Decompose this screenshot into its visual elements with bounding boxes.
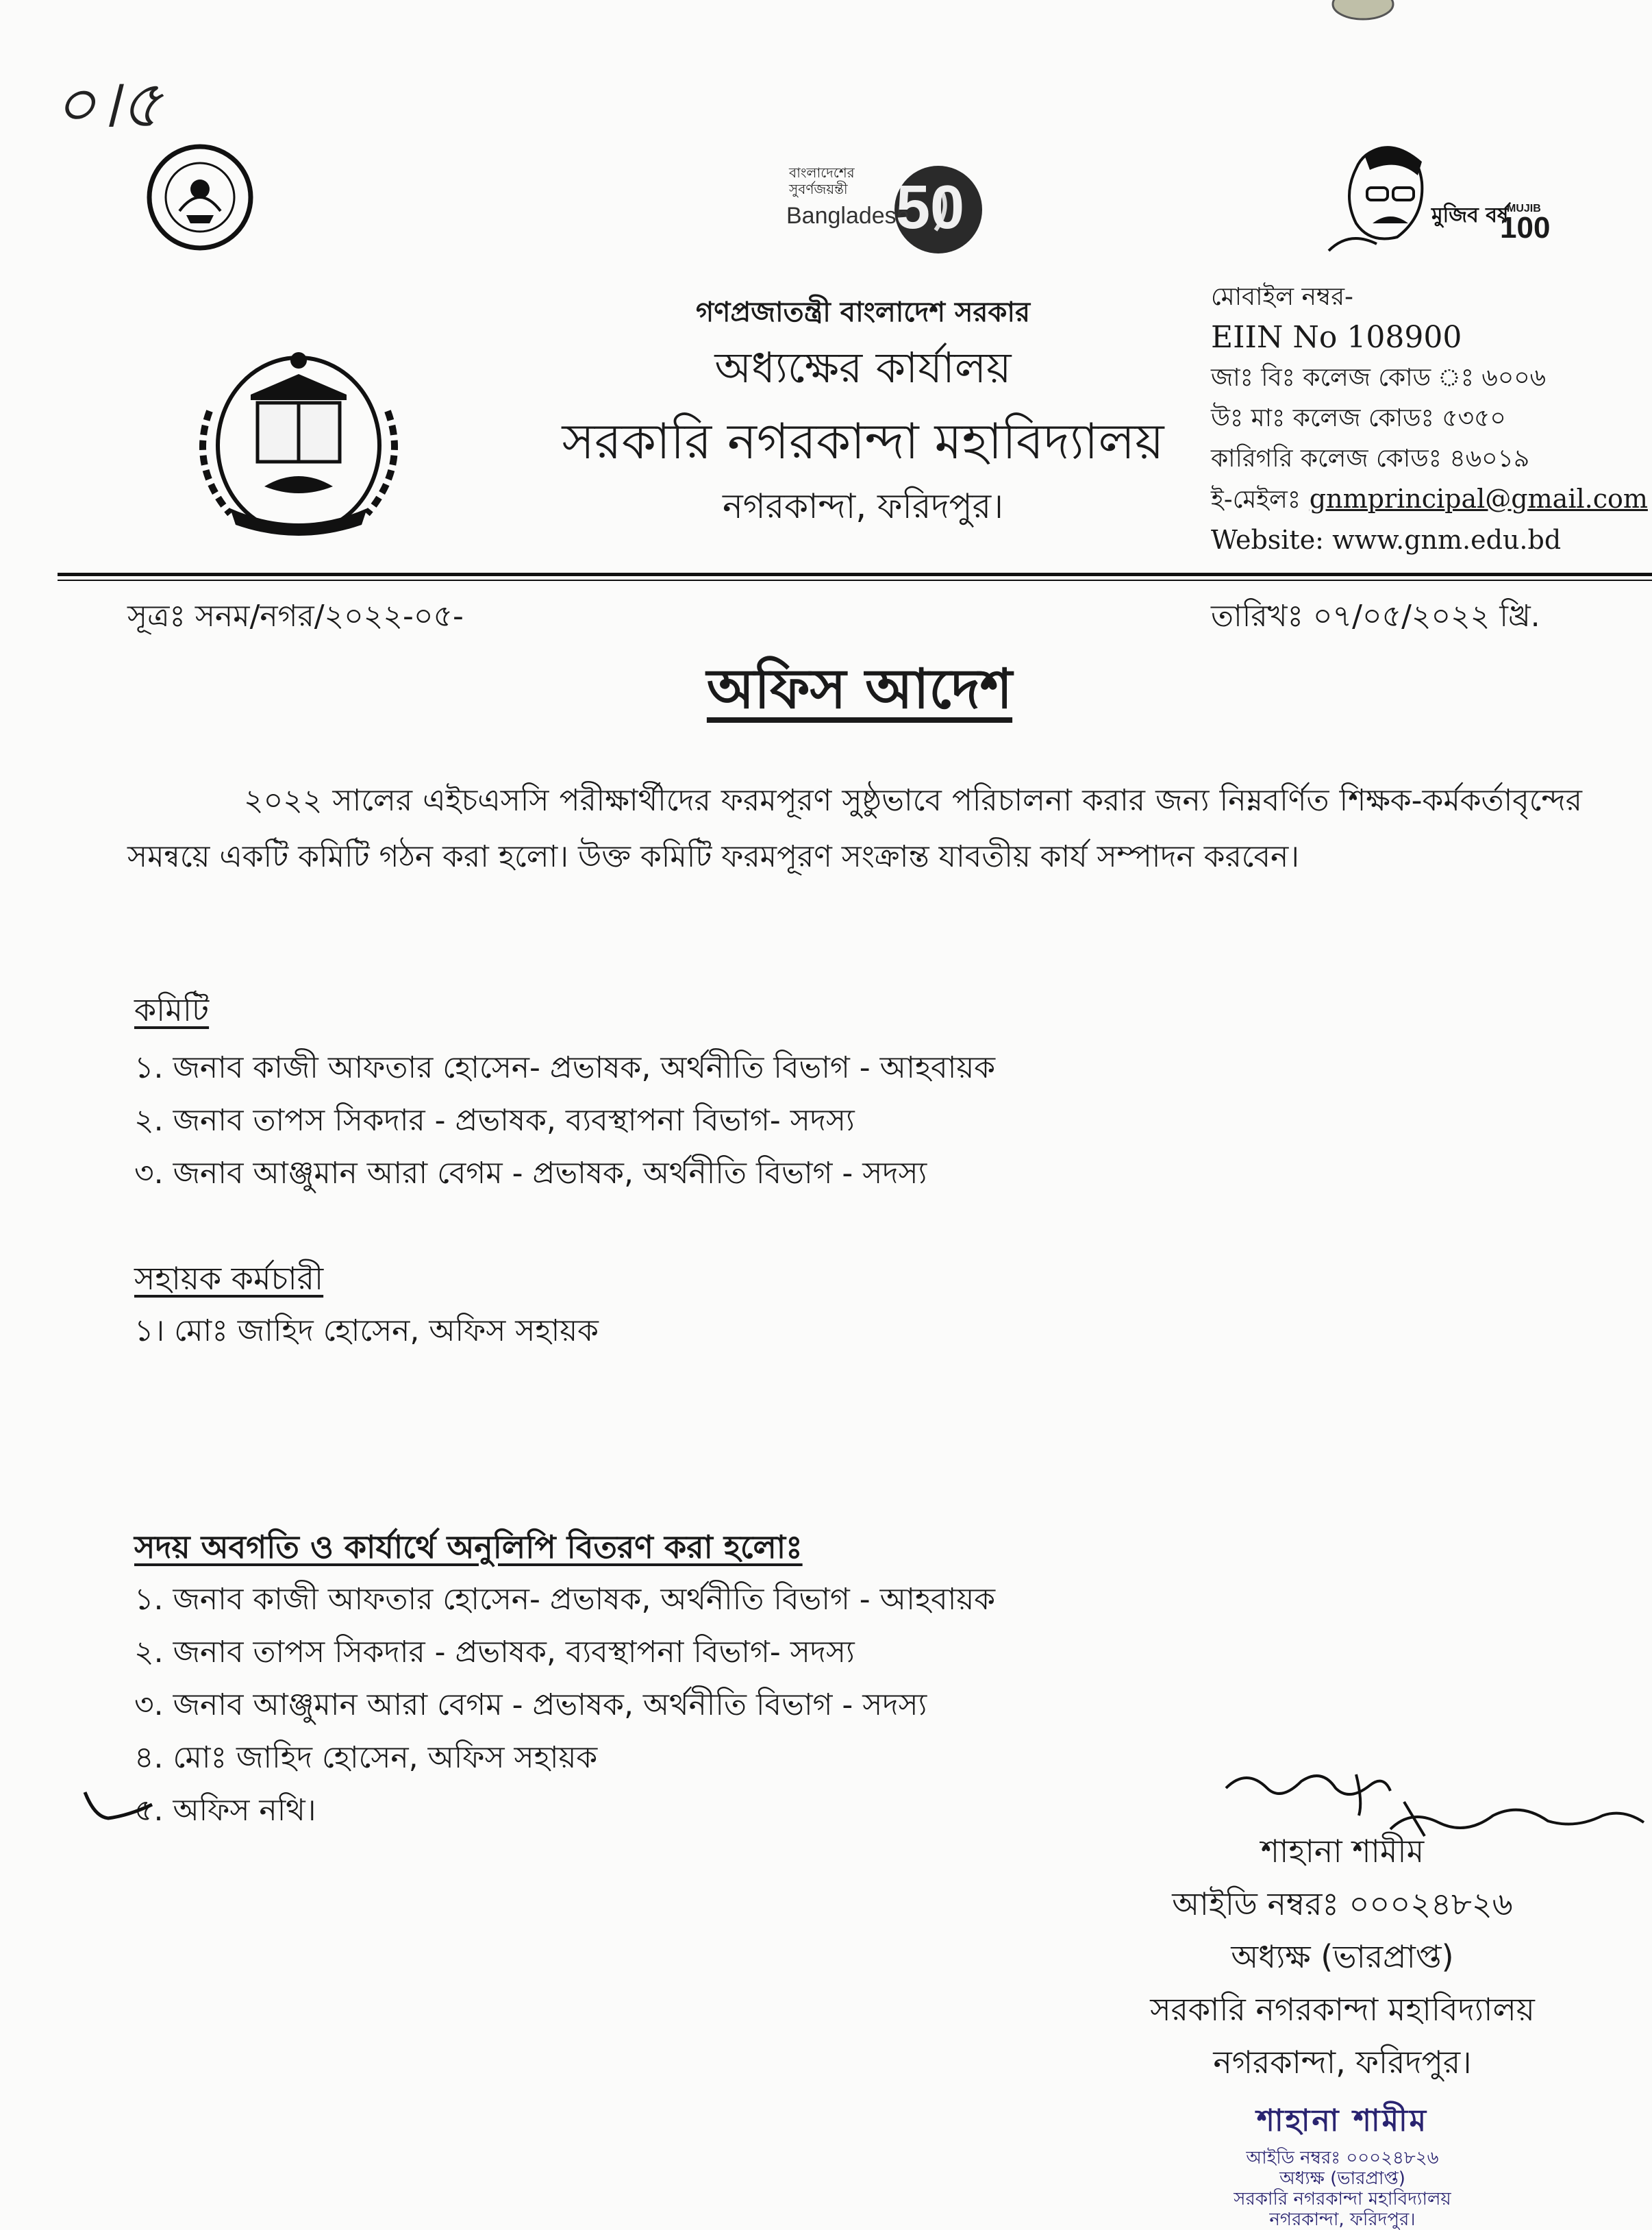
contact-block	[1211, 277, 1649, 560]
signatory-id: আইডি নম্বরঃ ০০০২৪৮২৬	[1172, 1885, 1513, 1922]
education-seal-logo-icon	[122, 143, 278, 252]
government-heading: গণপ্রজাতন্ত্রী বাংলাদেশ সরকার	[696, 297, 1030, 328]
stamp-id: আইডি নম্বরঃ ০০০২৪৮২৬	[1246, 2148, 1439, 2168]
stamp-designation: অধ্যক্ষ (ভারপ্রাপ্ত)	[1279, 2168, 1405, 2189]
signature-block	[1068, 1825, 1616, 2089]
header-divider-thin	[58, 580, 1652, 581]
list-item: ১. জনাব কাজী আফতার হোসেন- প্রভাষক, অর্থনীতি বিভাগ - আহবায়ক	[134, 1050, 996, 1085]
signatory-designation: অধ্যক্ষ (ভারপ্রাপ্ত)	[1231, 1938, 1454, 1975]
list-item: ৩. জনাব আঞ্জুমান আরা বেগম - প্রভাষক, অর্থনীতি বিভাগ - সদস্য	[134, 1156, 927, 1191]
staff-heading: সহায়ক কর্মচারী	[134, 1260, 324, 1297]
list-item: ১. জনাব কাজী আফতার হোসেন- প্রভাষক, অর্থনীতি বিভাগ - আহবায়ক	[134, 1582, 996, 1617]
header-divider-thick	[58, 573, 1652, 576]
order-body: ২০২২ সালের এইচএসসি পরীক্ষার্থীদের ফরমপূরণ সুষ্ঠুভাবে পরিচালনা করার জন্য নিম্নবর্ণিত শিক্ষক-কর্মকর্তাবৃন্দের সমন্বয়ে একটি কমিটি গঠন করা হলো। উক্ত কমিটি ফরমপূরণ সংক্রান্ত যাবতীয় কার্য সম্পাদন করবেন।	[127, 783, 1582, 874]
distribution-list	[134, 1573, 995, 1837]
mujib-label: MUJIB	[1507, 203, 1541, 214]
mujib-number: 100	[1500, 211, 1551, 245]
jubilee-text-bn: বাংলাদেশের সুবর্ণজয়ন্তী	[789, 164, 855, 197]
list-item: ২. জনাব তাপস সিকদার - প্রভাষক, ব্যবস্থাপনা বিভাগ- সদস্য	[134, 1635, 855, 1670]
official-stamp	[1103, 2098, 1582, 2230]
stamp-college: সরকারি নগরকান্দা মহাবিদ্যালয়	[1234, 2189, 1451, 2209]
document-title: অফিস আদেশ	[706, 657, 1013, 721]
list-item: ২. জনাব তাপস সিকদার - প্রভাষক, ব্যবস্থাপনা বিভাগ- সদস্য	[134, 1103, 855, 1138]
office-heading: অধ্যক্ষের কার্যালয়	[714, 343, 1012, 393]
stamp-name: শাহানা শামীম	[1256, 2103, 1429, 2138]
list-item: ৫. অফিস নথি।	[134, 1793, 316, 1828]
signatory-address: নগরকান্দা, ফরিদপুর।	[1213, 2044, 1472, 2081]
staff-list	[134, 1304, 599, 1357]
checkmark-icon	[81, 1784, 156, 1825]
hsc-college-code: উঃ মাঃ কলেজ কোডঃ ৫৩৫০	[1211, 404, 1506, 432]
distribution-heading: সদয় অবগতি ও কার্যার্থে অনুলিপি বিতরণ করা হলোঃ	[134, 1528, 803, 1565]
ju-college-code: জাঃ বিঃ কলেজ কোড ঃ ৬০০৬	[1211, 364, 1547, 392]
committee-list	[134, 1041, 995, 1200]
list-item: ৩. জনাব আঞ্জুমান আরা বেগম - প্রভাষক, অর্থনীতি বিভাগ - সদস্য	[134, 1687, 927, 1722]
website-link[interactable]: Website: www.gnm.edu.bd	[1211, 525, 1562, 555]
mobile-label: মোবাইল নম্বর-	[1211, 283, 1353, 311]
stamp-address: নগরকান্দা, ফরিদপুর।	[1269, 2209, 1416, 2230]
college-heading: সরকারি নগরকান্দা মহাবিদ্যালয়	[562, 412, 1164, 470]
email-label: ই-মেইলঃ	[1211, 486, 1301, 514]
email-row	[1211, 479, 1649, 520]
list-item: ৪. মোঃ জাহিদ হোসেন, অফিস সহায়ক	[134, 1740, 598, 1775]
email-link[interactable]: gnmprincipal@gmail.com	[1309, 484, 1648, 514]
technical-college-code: কারিগরি কলেজ কোডঃ ৪৬০১৯	[1211, 445, 1530, 473]
jubilee-number: 50	[896, 173, 965, 242]
jubilee-text-en: Bangladesh	[786, 203, 910, 229]
college-address: নগরকান্দা, ফরিদপুর।	[723, 486, 1003, 526]
reference-number: সূত্রঃ সনম/নগর/২০২২-০৫-	[127, 599, 464, 634]
partial-logo-icon	[1322, 0, 1404, 25]
mujib-text: মুজিব বর্ষ	[1431, 203, 1509, 227]
mujib-100-logo	[1301, 134, 1562, 258]
golden-jubilee-logo	[781, 147, 1000, 256]
signatory-name: শাহানা শামীম	[1260, 1833, 1425, 1870]
list-item: ১। মোঃ জাহিদ হোসেন, অফিস সহায়ক	[134, 1313, 599, 1348]
committee-heading: কমিটি	[134, 991, 210, 1028]
signatory-college: সরকারি নগরকান্দা মহাবিদ্যালয়	[1150, 1991, 1535, 2028]
eiin-number: EIIN No 108900	[1211, 320, 1462, 355]
college-emblem-icon	[168, 329, 429, 548]
handwritten-page-number: ০।৫	[53, 66, 163, 143]
order-date: তারিখঃ ০৭/০৫/২০২২ খ্রি.	[1211, 599, 1540, 634]
